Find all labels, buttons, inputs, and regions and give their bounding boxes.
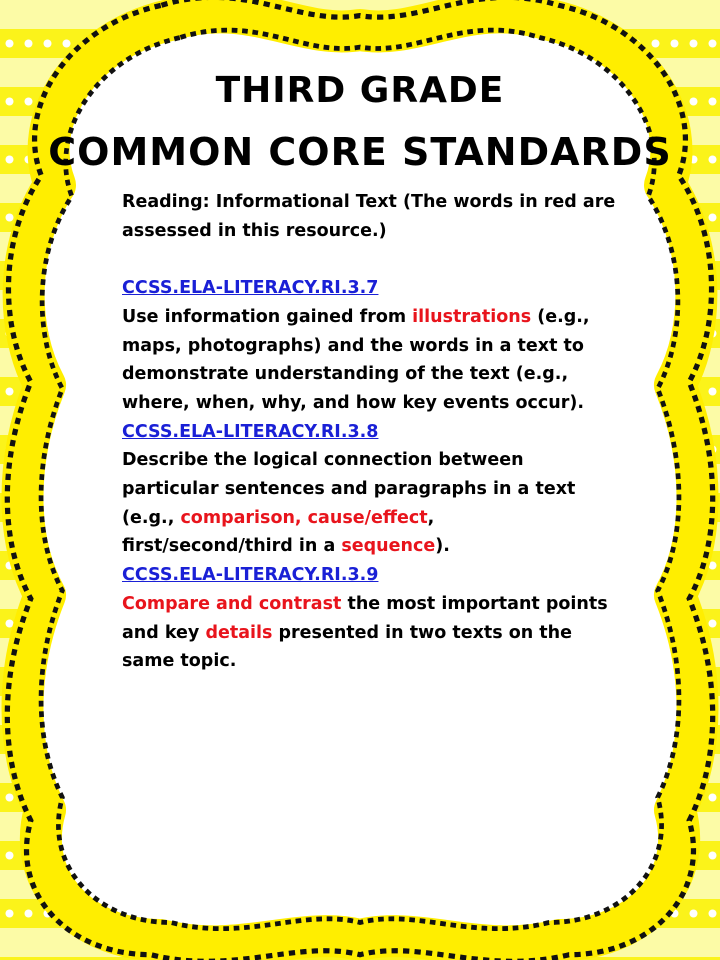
standard-text-line: particular sentences and paragraphs in a text [122,479,576,500]
text-segment: presented in two texts on the [272,622,572,643]
text-segment: , [427,507,435,528]
text-segment: first/second/third in a [122,536,342,557]
assessed-term: illustrations [412,306,532,327]
assessed-term: sequence [341,536,436,557]
assessed-term: Compare and contrast [122,593,342,614]
standards-text [122,188,632,676]
text-segment: Use information gained from [122,306,413,327]
text-segment: and key [122,622,206,643]
page-title-line-1: THIRD GRADE [215,70,505,111]
standard-text-line: same topic. [122,651,237,672]
text-segment: the most important points [341,593,608,614]
intro-line: assessed in this resource.) [122,220,387,241]
intro-line: Reading: Informational Text (The words in red are [122,192,616,212]
standard-text-line: where, when, why, and how key events occur). [122,392,584,413]
standard-link-ri-3-8[interactable]: CCSS.ELA-LITERACY.RI.3.8 [122,421,379,442]
text-segment: ). [435,536,450,557]
standard-text-line: maps, photographs) and the words in a text to [122,335,584,356]
standard-link-ri-3-9[interactable]: CCSS.ELA-LITERACY.RI.3.9 [122,565,379,586]
page-title-line-2: COMMON CORE STANDARDS [48,130,672,174]
standard-text-line: demonstrate understanding of the text (e.g., [122,364,569,385]
text-segment: (e.g., [122,507,181,528]
assessed-term: details [205,622,273,643]
assessed-term: comparison, cause/effect [180,507,428,528]
standard-text-line: Describe the logical connection between [122,450,524,471]
standard-link-ri-3-7[interactable]: CCSS.ELA-LITERACY.RI.3.7 [122,278,379,299]
text-segment: (e.g., [531,306,590,327]
